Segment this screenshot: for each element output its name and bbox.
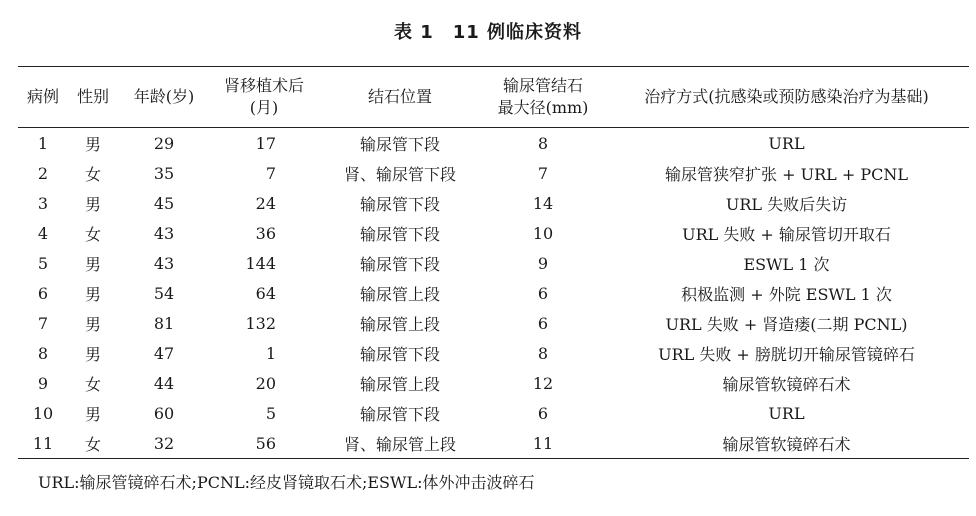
cell-case: 8 <box>37 343 49 363</box>
cell-months: 5 <box>265 403 276 423</box>
cell-location: 输尿管下段 <box>359 134 440 154</box>
header-months-line1: 肾移植术后 <box>223 76 304 95</box>
cell-sex: 男 <box>84 194 101 214</box>
cell-location: 输尿管下段 <box>359 194 440 214</box>
cell-location: 输尿管下段 <box>359 404 440 424</box>
header-sex: 性别 <box>76 87 109 106</box>
cell-age: 29 <box>153 133 175 153</box>
cell-age: 54 <box>153 283 175 303</box>
cell-diameter: 12 <box>532 373 554 393</box>
cell-months: 36 <box>255 223 276 243</box>
cell-case: 1 <box>37 133 49 153</box>
cell-treatment: URL 失败后失访 <box>725 194 848 214</box>
table-row <box>18 128 969 159</box>
cell-case: 11 <box>32 433 54 453</box>
cell-treatment: 积极监测 + 外院 ESWL 1 次 <box>681 284 892 304</box>
table-row <box>18 188 969 218</box>
table-title: 表 1 11 例临床资料 <box>393 22 583 43</box>
cell-age: 43 <box>153 253 175 273</box>
cell-diameter: 7 <box>537 163 549 183</box>
cell-sex: 女 <box>84 434 101 454</box>
cell-location: 肾、输尿管下段 <box>343 164 456 184</box>
cell-case: 10 <box>32 403 54 423</box>
cell-sex: 女 <box>84 164 101 184</box>
cell-diameter: 8 <box>537 343 549 363</box>
header-diameter-line2: 最大径(mm) <box>497 98 589 117</box>
cell-treatment: URL <box>768 403 805 423</box>
cell-location: 输尿管上段 <box>359 374 440 394</box>
header-months-line2: (月) <box>249 98 279 117</box>
cell-age: 47 <box>153 343 175 363</box>
header-treatment: 治疗方式(抗感染或预防感染治疗为基础) <box>644 87 929 106</box>
cell-diameter: 11 <box>532 433 554 453</box>
cell-sex: 男 <box>84 404 101 424</box>
cell-months: 144 <box>245 253 276 273</box>
cell-treatment: ESWL 1 次 <box>743 254 830 274</box>
cell-months: 17 <box>255 133 276 153</box>
cell-case: 7 <box>37 313 49 333</box>
header-case: 病例 <box>26 87 59 106</box>
table-row <box>18 308 969 338</box>
header-stone-location: 结石位置 <box>367 87 432 106</box>
cell-age: 35 <box>153 163 175 183</box>
cell-location: 输尿管下段 <box>359 344 440 364</box>
header-months-post-transplant <box>210 67 318 128</box>
cell-treatment: URL <box>768 133 805 153</box>
cell-age: 81 <box>153 313 175 333</box>
cell-treatment: URL 失败 + 膀胱切开输尿管镜碎石 <box>658 344 915 364</box>
cell-age: 44 <box>153 373 175 393</box>
cell-case: 3 <box>37 193 49 213</box>
cell-treatment: URL 失败 + 输尿管切开取石 <box>682 224 891 244</box>
cell-months: 132 <box>245 313 276 333</box>
cell-case: 5 <box>37 253 49 273</box>
cell-sex: 男 <box>84 254 101 274</box>
table-row <box>18 158 969 188</box>
table-row <box>18 428 969 459</box>
table-row <box>18 248 969 278</box>
table-body <box>18 128 969 459</box>
cell-diameter: 10 <box>532 223 554 243</box>
cell-case: 4 <box>37 223 49 243</box>
cell-sex: 男 <box>84 134 101 154</box>
cell-age: 43 <box>153 223 175 243</box>
cell-diameter: 8 <box>537 133 549 153</box>
table-header <box>18 67 969 128</box>
cell-months: 64 <box>255 283 276 303</box>
cell-treatment: 输尿管软镜碎石术 <box>722 374 851 394</box>
table-row <box>18 218 969 248</box>
clinical-data-table-container <box>18 66 969 459</box>
table-row <box>18 338 969 368</box>
cell-diameter: 9 <box>537 253 549 273</box>
cell-case: 6 <box>37 283 49 303</box>
cell-location: 输尿管上段 <box>359 284 440 304</box>
cell-location: 输尿管下段 <box>359 254 440 274</box>
cell-diameter: 6 <box>537 403 549 423</box>
cell-case: 2 <box>37 163 49 183</box>
header-max-diameter <box>482 67 604 128</box>
cell-sex: 男 <box>84 344 101 364</box>
cell-months: 7 <box>265 163 276 183</box>
cell-diameter: 6 <box>537 283 549 303</box>
cell-age: 60 <box>153 403 175 423</box>
clinical-data-table <box>18 66 969 459</box>
cell-months: 20 <box>255 373 276 393</box>
cell-location: 输尿管下段 <box>359 224 440 244</box>
cell-sex: 女 <box>84 374 101 394</box>
table-row <box>18 368 969 398</box>
table-row <box>18 398 969 428</box>
cell-location: 输尿管上段 <box>359 314 440 334</box>
cell-age: 45 <box>153 193 175 213</box>
cell-age: 32 <box>153 433 175 453</box>
cell-months: 1 <box>265 343 276 363</box>
cell-sex: 女 <box>84 224 101 244</box>
cell-diameter: 14 <box>532 193 554 213</box>
cell-treatment: 输尿管狭窄扩张 + URL + PCNL <box>665 164 908 184</box>
table-footnote: URL:输尿管镜碎石术;PCNL:经皮肾镜取石术;ESWL:体外冲击波碎石 <box>38 473 535 492</box>
cell-sex: 男 <box>84 314 101 334</box>
cell-treatment: 输尿管软镜碎石术 <box>722 434 851 454</box>
cell-treatment: URL 失败 + 肾造瘘(二期 PCNL) <box>665 314 908 334</box>
header-diameter-line1: 输尿管结石 <box>502 76 583 95</box>
header-age: 年龄(岁) <box>133 87 195 106</box>
cell-location: 肾、输尿管上段 <box>343 434 456 454</box>
cell-diameter: 6 <box>537 313 549 333</box>
cell-months: 56 <box>255 433 276 453</box>
table-row <box>18 278 969 308</box>
cell-months: 24 <box>255 193 276 213</box>
cell-sex: 男 <box>84 284 101 304</box>
cell-case: 9 <box>37 373 49 393</box>
header-row <box>18 67 969 128</box>
